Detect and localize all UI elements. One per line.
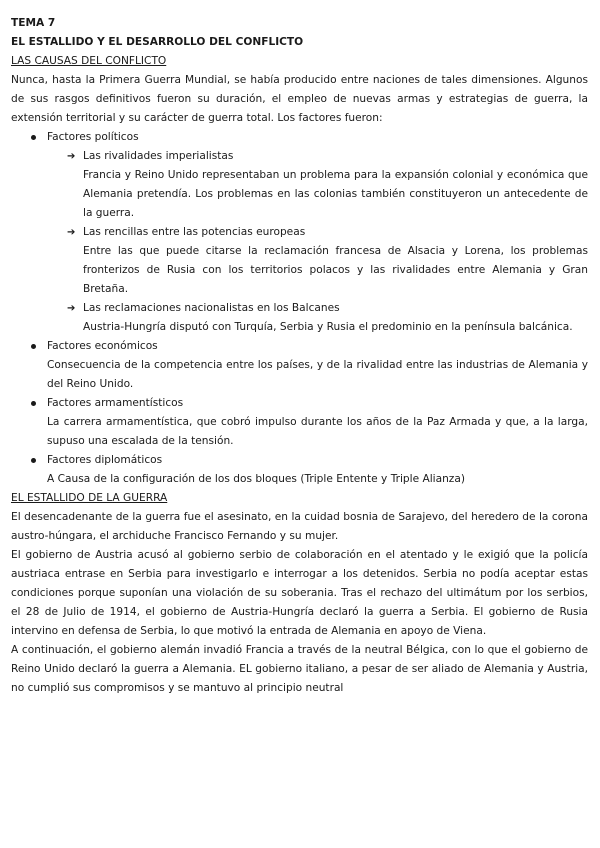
factor-text: Consecuencia de la competencia entre los países, y de la rivalidad entre las industrias de Alemania y del Reino Unido.	[47, 359, 588, 390]
bullet-icon	[31, 401, 36, 406]
factor-label: Factores políticos	[47, 131, 139, 143]
outbreak-paragraph: A continuación, el gobierno alemán invadió Francia a través de la neutral Bélgica, con lo que el gobierno de Reino Unido declaró la guerra a Alemania. EL gobierno italiano, a pesar de ser aliado de Alemania y Austria, no cumplió sus compromisos y se mantuvo al principio neutral	[11, 644, 588, 694]
arrow-right-icon: ➔	[67, 227, 76, 238]
section-title-causes: LAS CAUSAS DEL CONFLICTO	[11, 55, 167, 67]
factor-economic	[11, 337, 588, 356]
subfactor-label: Las rencillas entre las potencias europeas	[83, 226, 306, 238]
factor-text: A Causa de la configuración de los dos bloques (Triple Entente y Triple Alianza)	[47, 473, 465, 485]
outbreak-paragraph: El desencadenante de la guerra fue el asesinato, en la cuidad bosnia de Sarajevo, del heredero de la corona austro-húngara, el archiduche Francisco Fernando y su mujer.	[11, 511, 588, 542]
subfactor-text: Austria-Hungría disputó con Turquía, Serbia y Rusia el predominio en la península balcánica.	[83, 321, 573, 333]
factor-text: La carrera armamentística, que cobró impulso durante los años de la Paz Armada y que, a la larga, supuso una escalada de la tensión.	[47, 416, 588, 447]
factor-diplomatic	[11, 451, 588, 470]
bullet-icon	[31, 344, 36, 349]
subfactor-imperialist	[11, 147, 588, 166]
subfactor-rivalries	[11, 223, 588, 242]
outbreak-paragraph: El gobierno de Austria acusó al gobierno serbio de colaboración en el atentado y le exigió que la policía austriaca entrase en Serbia para investigarlo e interrogar a los detenidos. Serbia no podía aceptar estas condiciones porque suponían una violación de su soberania. Tras el rechazo del ultimátum por los serbios, el 28 de Julio de 1914, el gobierno de Austria-Hungría declaró la guerra a Serbia. El gobierno de Rusia intervino en defensa de Serbia, lo que motivó la entrada de Alemania en apoyo de Viena.	[11, 549, 588, 637]
bullet-icon	[31, 135, 36, 140]
factor-political	[11, 128, 588, 147]
factor-label: Factores económicos	[47, 340, 158, 352]
factor-label: Factores armamentísticos	[47, 397, 184, 409]
subfactor-label: Las rivalidades imperialistas	[83, 150, 234, 162]
factor-armament	[11, 394, 588, 413]
bullet-icon	[31, 458, 36, 463]
arrow-right-icon: ➔	[67, 151, 76, 162]
section-title-outbreak: EL ESTALLIDO DE LA GUERRA	[11, 492, 168, 504]
causes-intro: Nunca, hasta la Primera Guerra Mundial, se había producido entre naciones de tales dimensiones. Algunos de sus rasgos definitivos fueron su duración, el empleo de nuevas armas y estrategias de guerra, la extensión territorial y su carácter de guerra total. Los factores fueron:	[11, 74, 588, 124]
subfactor-text: Entre las que puede citarse la reclamación francesa de Alsacia y Lorena, los problemas fronterizos de Rusia con los territorios polacos y las rivalidades entre Alemania y Gran Bretaña.	[83, 245, 588, 295]
topic-label: TEMA 7	[11, 17, 56, 29]
subfactor-label: Las reclamaciones nacionalistas en los Balcanes	[83, 302, 340, 314]
subfactor-text: Francia y Reino Unido representaban un problema para la expansión colonial y económica que Alemania pretendía. Los problemas en las colonias también constituyeron un antecedente de la guerra.	[83, 169, 588, 219]
document-title: EL ESTALLIDO Y EL DESARROLLO DEL CONFLICTO	[11, 36, 304, 48]
factor-label: Factores diplomáticos	[47, 454, 163, 466]
subfactor-balkans	[11, 299, 588, 318]
arrow-right-icon: ➔	[67, 303, 76, 314]
